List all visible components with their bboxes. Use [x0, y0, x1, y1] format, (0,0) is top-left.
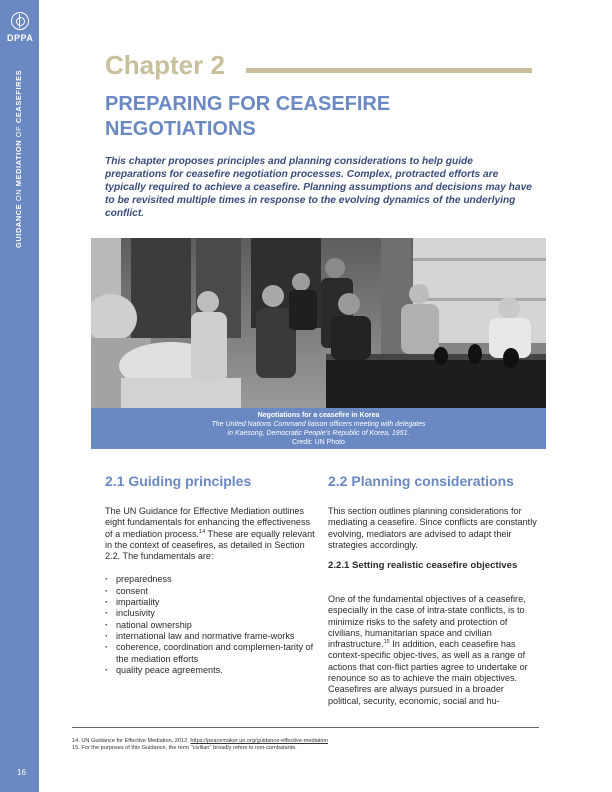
photo-illustration [91, 238, 546, 408]
chapter-label: Chapter 2 [105, 50, 225, 80]
running-header [14, 58, 23, 248]
footnote-divider [72, 727, 539, 728]
header-word-on: ON [14, 186, 23, 204]
caption-credit: Credit: UN Photo [292, 439, 345, 446]
list-item: · inclusivity [105, 608, 315, 619]
chapter-intro: This chapter proposes principles and planning considerations to help guide preparations for ceasefire negotiation processes. Complex, protracted efforts are typically required to achieve a ceasefire. Planning assumptions and decisions may have to be revisited multiple times in response to the evolving dynamics of the underlying conflict. [105, 156, 532, 219]
section-21-body [105, 506, 315, 676]
caption-title: Negotiations for a ceasefire in Korea [257, 412, 380, 419]
caption-line-1: The United Nations Command liaison officers meeting with delegates [211, 421, 426, 428]
footnote-15: 15. For the purposes of this Guidance, the term "civilian" broadly refers to non-combatants. [72, 745, 297, 752]
section-221-body [328, 594, 538, 707]
section-21-paragraph [105, 506, 315, 562]
header-word-mediation: MEDIATION [14, 139, 23, 187]
footnote-ref-15[interactable]: 15 [383, 639, 390, 646]
header-word-ceasefires: CEASEFIRES [14, 69, 23, 124]
footnote-14 [72, 738, 328, 745]
section-21-text-b: These are equally relevant in the context of ceasefires, as detailed in Section 2.2. The fundamentals are: [105, 528, 315, 562]
header-word-guidance: GUIDANCE [14, 203, 23, 248]
section-22-paragraph: This section outlines planning considerations for mediating a ceasefire. Since conflicts are constantly evolving, mediators are advised to adapt their strategies accordingly. [328, 506, 537, 550]
section-221-paragraph [328, 594, 538, 707]
section-21-text-a: The UN Guidance for Effective Mediation outlines eight fundamentals for enhancing the effectiveness of a mediation process. [105, 506, 311, 539]
section-221-text-b: In addition, each ceasefire has context-specific objec-tives, as well as a range of actions that con-flict parties agree to undertake or renounce so as to achieve the main objectives. Ceasefires are always pursued in a broader political, security, economic, social and hu- [328, 639, 528, 706]
section-221-heading: 2.2.1 Setting realistic ceasefire objectives [328, 560, 518, 571]
chapter-title: PREPARING FOR CEASEFIRE NEGOTIATIONS [105, 93, 391, 140]
section-221-text-a: One of the fundamental objectives of a ceasefire, especially in the case of intra-state conflicts, is to minimize risks to the safety and protection of civilians, humanitarian space and civilian infrastructure. [328, 594, 526, 650]
header-word-of: OF [14, 123, 23, 140]
chapter-rule [246, 68, 532, 73]
list-item: · consent [105, 586, 315, 597]
list-item: · national ownership [105, 620, 315, 631]
un-dppa-logo [7, 12, 32, 43]
page-number: 16 [17, 768, 26, 777]
section-22-heading: 2.2 Planning considerations [328, 473, 514, 489]
photo-caption [91, 408, 546, 449]
historical-photo [91, 238, 546, 408]
logo-text: DPPA [7, 33, 34, 43]
section-21-heading: 2.1 Guiding principles [105, 473, 252, 489]
fundamentals-list [105, 574, 315, 676]
list-item: · preparedness [105, 574, 315, 585]
footnotes [72, 738, 328, 753]
list-item: · coherence, coordination and complemen-tarity of the mediation efforts [105, 642, 315, 665]
caption-line-2: in Kaesong, Democratic People's Republic of Korea, 1951. [227, 430, 410, 437]
list-item: · quality peace agreements. [105, 665, 315, 676]
footnote-14-text: 14. UN Guidance for Effective Mediation, 2012, [72, 738, 191, 744]
footnote-ref-14[interactable]: 14 [199, 528, 206, 535]
list-item: · impartiality [105, 597, 315, 608]
un-emblem-icon [11, 12, 29, 30]
sidebar [0, 0, 39, 792]
footnote-14-link[interactable]: https://peacemaker.un.org/guidance-effective-mediation [190, 738, 329, 744]
list-item: · international law and normative frame-works [105, 631, 315, 642]
